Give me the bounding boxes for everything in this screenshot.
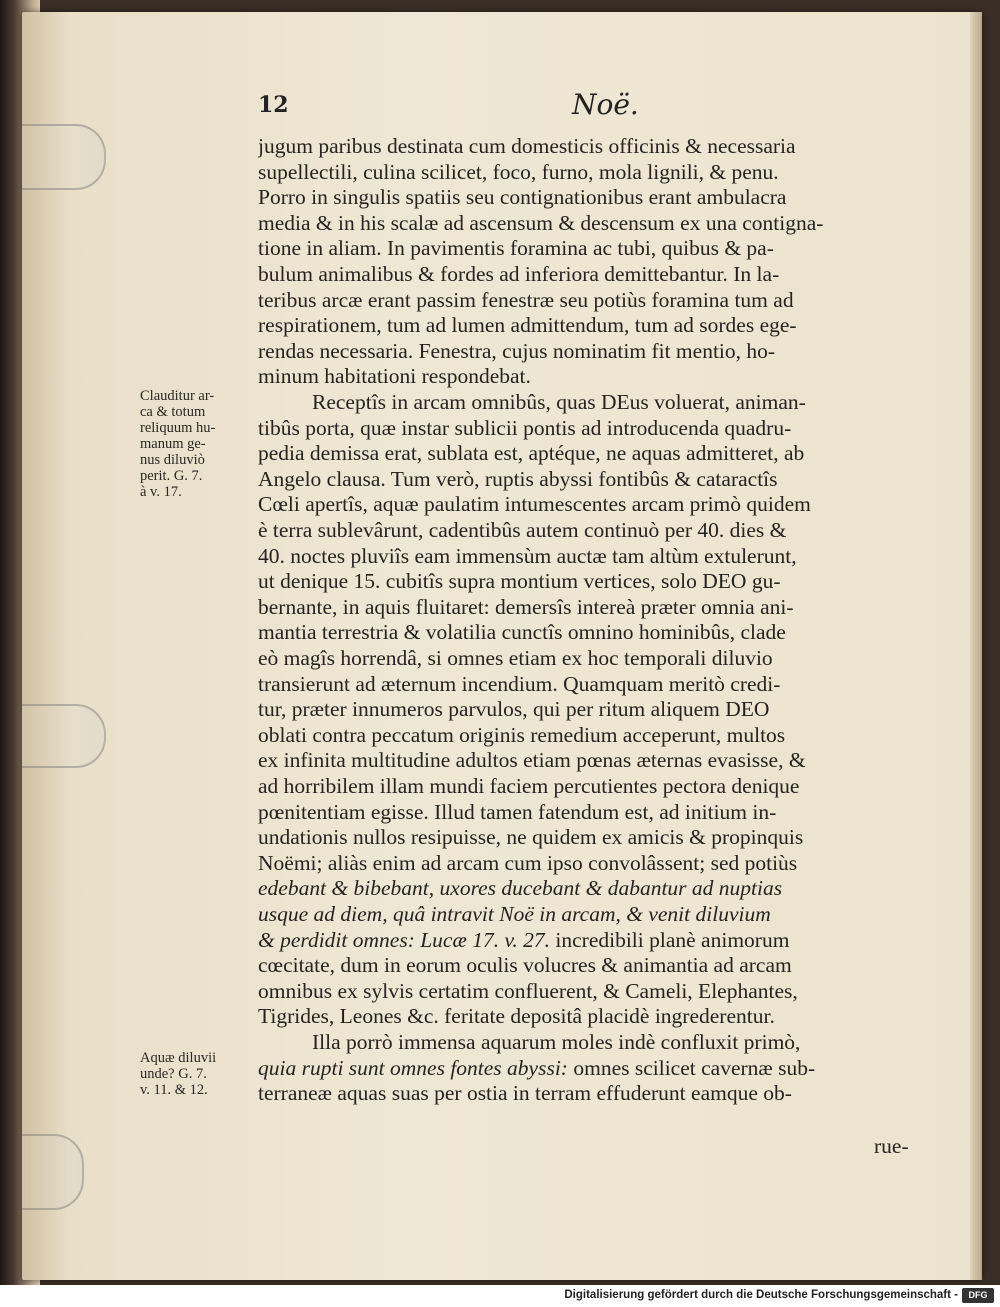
text-line: tione in aliam. In pavimentis foramina ac tubi, quibus & pa- [258, 236, 774, 261]
text-line: media & in his scalæ ad ascensum & descensum ex una contigna- [258, 210, 824, 235]
margin-note-line: à v. 17. [140, 484, 182, 500]
page-clip [22, 124, 106, 190]
page-number: 12 [258, 92, 289, 118]
text-line: è terra sublevârunt, cadentibûs autem continuò per 40. dies & [258, 518, 787, 542]
text-line: usque ad diem, quâ intravit Noë in arcam, & venit diluvium [258, 902, 771, 926]
margin-note [140, 1050, 252, 1098]
text-line: ex infinita multitudine adultos etiam pœnas æternas evasisse, & [258, 748, 806, 773]
page-clip [22, 704, 106, 768]
text-line: respirationem, tum ad lumen admittendum, tum ad sordes ege- [258, 313, 797, 338]
text-line: minum habitationi respondebat. [258, 364, 531, 389]
text-line: bernante, in aquis fluitaret: demersîs intereà præter omnia ani- [258, 594, 794, 619]
catchword: rue- [874, 1134, 909, 1158]
running-title: Noë. [572, 88, 639, 121]
text-line: Receptîs in arcam omnibûs, quas DEus voluerat, animan- [312, 390, 806, 414]
page-clip [22, 1134, 84, 1210]
text-line: Noëmi; aliàs enim ad arcam cum ipso convolâssent; sed potiùs [258, 850, 798, 875]
text-line: cœcitate, dum in eorum oculis volucres & animantia ad arcam [258, 953, 792, 978]
footer-bar [0, 1285, 1000, 1307]
margin-note-line: nus diluviò [140, 452, 205, 468]
text-line: tur, præter innumeros parvulos, qui per ritum aliquem DEO [258, 697, 770, 722]
margin-note-line: Aquæ diluvii [140, 1050, 217, 1066]
text-line: eò magîs horrendâ, si omnes etiam ex hoc temporali diluvio [258, 646, 773, 670]
text-line: pœnitentiam egisse. Illud tamen fatendum est, ad initium in- [258, 799, 777, 824]
text-line: Porro in singulis spatiis seu contignationibus erant ambulacra [258, 185, 787, 210]
text-line: jugum paribus destinata cum domesticis officinis & necessaria [258, 134, 796, 158]
text-line: teribus arcæ erant passim fenestræ seu potiùs foramina tum ad [258, 287, 794, 312]
text-line: supellectili, culina scilicet, foco, furno, mola lignili, & penu. [258, 159, 779, 184]
text-line: tibûs porta, quæ instar sublicii pontis ad introducenda quadru- [258, 415, 792, 440]
margin-note-line: perit. G. 7. [140, 468, 203, 484]
text-line: transierunt ad æternum incendium. Quamquam meritò credi- [258, 671, 781, 696]
text-line: Illa porrò immensa aquarum moles indè confluxit primò, [312, 1030, 801, 1054]
text-line: Cœli apertîs, aquæ paulatim intumescentes arcam primò quidem [258, 492, 811, 517]
text-line: ad horribilem illam mundi faciem percutientes pectora denique [258, 774, 800, 798]
text-line: bulum animalibus & fordes ad inferiora demittebantur. In la- [258, 262, 780, 286]
quotation-text: quia rupti sunt omnes fontes abyssi: [258, 1055, 568, 1080]
text-line: & perdidit omnes: Lucæ 17. v. 27. incredibili planè animorum [258, 927, 790, 952]
text-line: edebant & bibebant, uxores ducebant & dabantur ad nuptias [258, 876, 783, 901]
margin-note-line: reliquum hu- [140, 420, 216, 436]
text-line: pedia demissa erat, sublata est, aptéque, ne aquas admitteret, ab [258, 441, 805, 466]
funding-credit: Digitalisierung gefördert durch die Deutsche Forschungsgemeinschaft - [564, 1289, 958, 1301]
text-line: mantia terrestria & volatilia cunctîs omnino hominibûs, clade [258, 620, 786, 645]
margin-note-line: manum ge- [140, 436, 206, 452]
text-line: rendas necessaria. Fenestra, cujus nominatim fit mentio, ho- [258, 338, 776, 363]
text-line: quia rupti sunt omnes fontes abyssi: omnes scilicet cavernæ sub- [258, 1055, 816, 1080]
margin-note-line: Clauditur ar- [140, 388, 215, 404]
text-line: Angelo clausa. Tum verò, ruptis abyssi fontibûs & cataractîs [258, 466, 778, 491]
dfg-logo: DFG [962, 1288, 994, 1303]
margin-note-line: ca & totum [140, 404, 206, 420]
text-line: omnibus ex sylvis certatim confluerent, & Cameli, Elephantes, [258, 978, 798, 1003]
page-edge [970, 12, 982, 1280]
quotation-text: & perdidit omnes: Lucæ 17. v. 27. [258, 927, 551, 952]
text-line: 40. noctes pluviîs eam immensùm auctæ tam altùm extulerunt, [258, 543, 797, 568]
margin-note [140, 388, 252, 500]
text-line: oblati contra peccatum originis remedium acceperunt, multos [258, 722, 786, 747]
text-line: ut denique 15. cubitîs supra montium vertices, solo DEO gu- [258, 569, 781, 594]
margin-note-line: unde? G. 7. [140, 1066, 207, 1082]
text-line: terraneæ aquas suas per ostia in terram effuderunt eamque ob- [258, 1081, 792, 1106]
margin-note-line: v. 11. & 12. [140, 1082, 208, 1098]
text-line: Tigrides, Leones &c. feritate depositâ placidè ingrederentur. [258, 1004, 775, 1029]
text-line: undationis nullos resipuisse, ne quidem ex amicis & propinquis [258, 825, 804, 850]
